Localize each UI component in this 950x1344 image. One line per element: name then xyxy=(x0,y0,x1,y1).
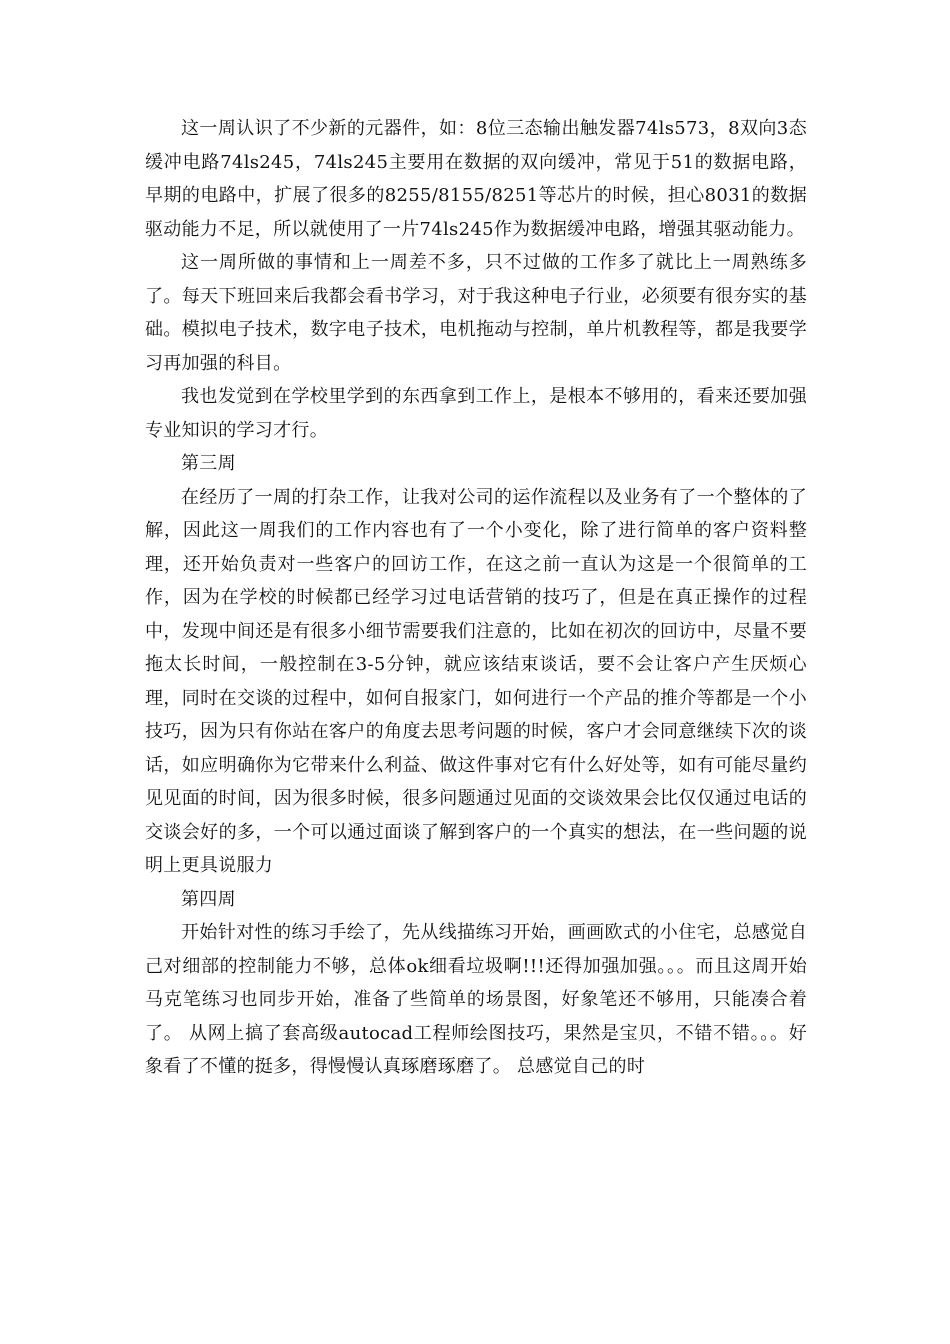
paragraph-week-three: 在经历了一周的打杂工作，让我对公司的运作流程以及业务有了一个整体的了解，因此这一周我们的工作内容也有了一个小变化，除了进行简单的客户资料整理，还开始负责对一些客户的回访工作，在这之前一直认为这是一个很简单的工作，因为在学校的时候都已经学习过电话营销的技巧了，但是在真正操作的过程中，发现中间还是有很多小细节需要我们注意的，比如在初次的回访中，尽量不要拖太长时间，一般控制在3-5分钟，就应该结束谈话，要不会让客户产生厌烦心理，同时在交谈的过程中，如何自报家门，如何进行一个产品的推介等都是一个小技巧，因为只有你站在客户的角度去思考问题的时候，客户才会同意继续下次的谈话，如应明确你为它带来什么利益、做这件事对它有什么好处等，如有可能尽量约见见面的时间，因为很多时候，很多问题通过见面的交谈效果会比仅仅通过电话的交谈会好的多，一个可以通过面谈了解到客户的一个真实的想法，在一些问题的说明上更具说服力 xyxy=(145,486,807,876)
paragraph-week-four: 开始针对性的练习手绘了，先从线描练习开始，画画欧式的小住宅，总感觉自己对细部的控制能力不够，总体ok细看垃圾啊!!!还得加强加强。。。而且这周开始马克笔练习也同步开始，准备了些简单的场景图，好象笔还不够用，只能凑合着了。 从网上搞了套高级autocad工程师绘图技巧，果然是宝贝，不错不错。。。好象看了不懂的挺多，得慢慢认真琢磨琢磨了。 总感觉自己的时 xyxy=(145,922,807,1077)
paragraph-week-routine: 这一周所做的事情和上一周差不多，只不过做的工作多了就比上一周熟练多了。每天下班回来后我都会看书学习，对于我这种电子行业，必须要有很夯实的基础。模拟电子技术，数字电子技术，电机拖动与控制，单片机教程等，都是我要学习再加强的科目。 xyxy=(145,252,807,374)
paragraph-components: 这一周认识了不少新的元器件，如：8位三态输出触发器74ls573，8双向3态缓冲电路74ls245，74ls245主要用在数据的双向缓冲，常见于51的数据电路，早期的电路中，扩展了很多的8255/8155/8251等芯片的时候，担心8031的数据驱动能力不足，所以就使用了一片74ls245作为数据缓冲电路，增强其驱动能力。 xyxy=(145,118,807,240)
paragraph-school-knowledge: 我也发觉到在学校里学到的东西拿到工作上，是根本不够用的，看来还要加强专业知识的学习才行。 xyxy=(145,386,807,441)
heading-week-four: 第四周 xyxy=(181,888,236,910)
document-page xyxy=(145,112,807,1084)
heading-week-three: 第三周 xyxy=(181,453,236,474)
